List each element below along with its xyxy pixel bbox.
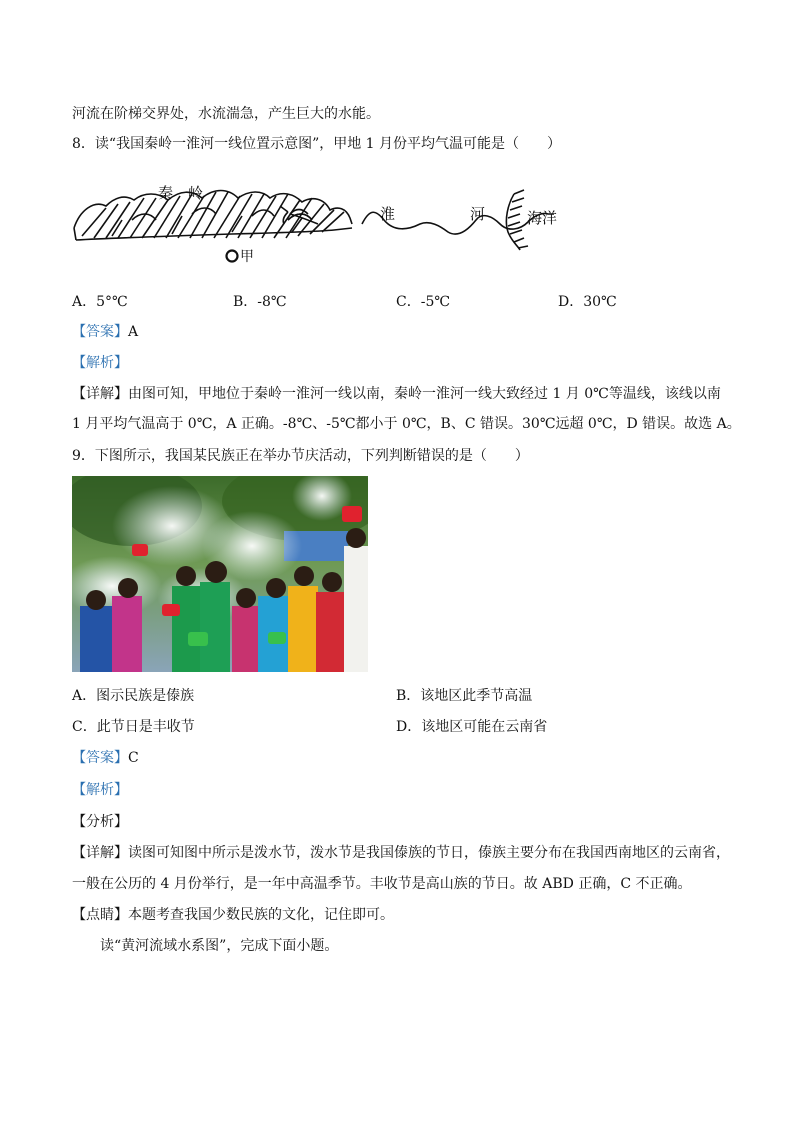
- next-section-intro: 读“黄河流域水系图”，完成下面小题。: [100, 938, 339, 954]
- q8-analysis-label: 【解析】: [72, 355, 128, 371]
- text-line: 河流在阶梯交界处，水流湍急，产生巨大的水能。: [72, 106, 380, 122]
- q8-answer: 【答案】A: [72, 324, 139, 340]
- q8-option-b: B．-8℃: [233, 294, 287, 310]
- q9-option-a: A．图示民族是傣族: [72, 688, 195, 704]
- q9-fenxi-label: 【分析】: [72, 814, 128, 830]
- map-label-huai: 淮: [380, 207, 396, 223]
- q9-answer: 【答案】C: [72, 750, 139, 766]
- q9-option-b: B．该地区此季节高温: [396, 688, 533, 704]
- water-festival-photo: [72, 476, 368, 672]
- q9-detail: 【详解】读图可知图中所示是泼水节，泼水节是我国傣族的节日，傣族主要分布在我国西南地区的云南省，: [72, 845, 730, 861]
- q8-option-a: A．5°℃: [72, 294, 128, 310]
- qinling-huaihe-map: [72, 176, 572, 271]
- question-8: 8．读“我国秦岭一淮河一线位置示意图”，甲地 1 月份平均气温可能是（ ）: [72, 136, 562, 152]
- map-label-ocean: 海洋: [527, 211, 558, 227]
- q9-dianjing: 【点睛】本题考查我国少数民族的文化，记住即可。: [72, 907, 394, 923]
- map-label-jia: 甲: [240, 250, 254, 265]
- q9-option-d: D．该地区可能在云南省: [396, 719, 548, 735]
- q8-option-c: C．-5℃: [396, 294, 451, 310]
- q9-option-c: C．此节日是丰收节: [72, 719, 195, 735]
- map-label-qinling: 秦 岭: [158, 186, 204, 202]
- q9-detail-cont: 一般在公历的 4 月份举行，是一年中高温季节。丰收节是高山族的节日。故 ABD 正确，C 不正确。: [72, 876, 692, 892]
- q8-option-d: D．30℃: [558, 294, 617, 310]
- question-9: 9．下图所示，我国某民族正在举办节庆活动，下列判断错误的是（ ）: [72, 448, 529, 464]
- q9-analysis-label: 【解析】: [72, 782, 128, 798]
- q8-detail-cont: 1 月平均气温高于 0℃，A 正确。-8℃、-5℃都小于 0℃，B、C 错误。30℃远超 0℃，D 错误。故选 A。: [72, 416, 741, 432]
- map-label-he: 河: [470, 207, 486, 223]
- q8-detail: 【详解】由图可知，甲地位于秦岭一淮河一线以南，秦岭一淮河一线大致经过 1 月 0℃等温线，该线以南: [72, 386, 721, 402]
